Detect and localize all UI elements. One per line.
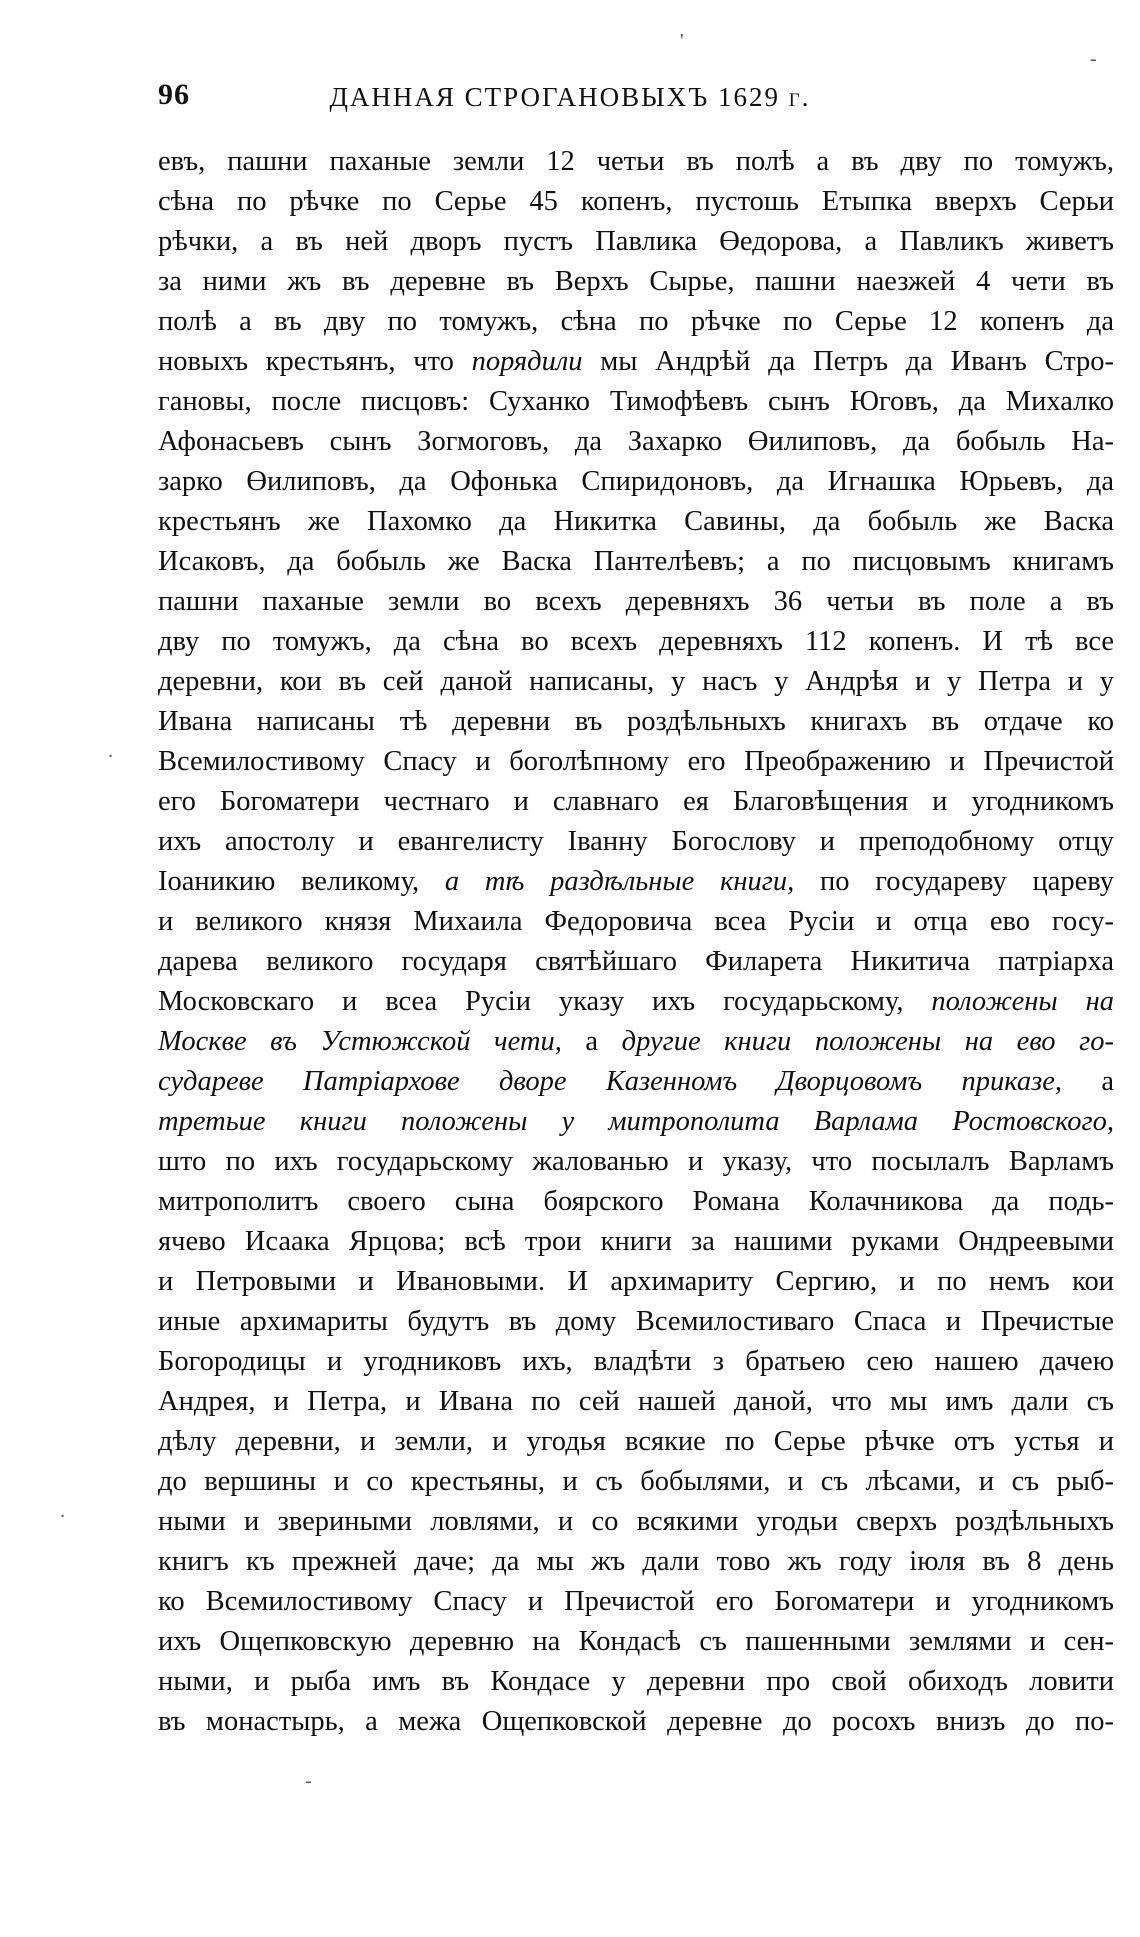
stray-mark: - (1090, 48, 1097, 70)
stray-mark: . (108, 740, 113, 762)
text-segment: а (1062, 1066, 1114, 1097)
text-segment: Богородицы и угодниковъ ихъ, владѣти з братьею сею нашею дачею (158, 1346, 1114, 1377)
text-line (158, 1062, 1114, 1102)
page-number: 96 (158, 78, 190, 111)
text-segment: книгъ къ прежней даче; да мы жъ дали тово жъ году іюля въ 8 день (158, 1546, 1114, 1577)
text-line (158, 1022, 1114, 1062)
text-segment: ными, и рыба имъ въ Кондасе у деревни про свой обиходъ ловити (158, 1666, 1114, 1697)
text-segment: дарева великого государя святѣйшаго Филарета Никитича патріарха (158, 946, 1114, 977)
italic-text: другие книги положены на ево го- (621, 1026, 1114, 1057)
text-line (158, 222, 1114, 262)
text-segment: ихъ Ощепковскую деревню на Кондасѣ съ пашенными землями и сен- (158, 1626, 1114, 1657)
text-line (158, 622, 1114, 662)
stray-mark: . (60, 1500, 65, 1522)
text-line (158, 1342, 1114, 1382)
text-line (158, 1542, 1114, 1582)
text-line (158, 1222, 1114, 1262)
text-line (158, 902, 1114, 942)
text-segment: Всемилостивому Спасу и боголѣпному его Преображению и Пречистой (158, 746, 1114, 777)
text-line (158, 1462, 1114, 1502)
text-segment: и Петровыми и Ивановыми. И архимариту Сергию, и по немъ кои (158, 1266, 1114, 1297)
text-segment: ными и звериными ловлями, и со всякими угодьи сверхъ роздѣльныхъ (158, 1506, 1114, 1537)
text-line (158, 182, 1114, 222)
italic-text: положены на (931, 986, 1114, 1017)
body-text (158, 142, 1114, 1742)
text-segment: Андрея, и Петра, и Ивана по сей нашей даной, что мы имъ дали съ (158, 1386, 1114, 1417)
text-segment: Московскаго и всеа Русіи указу ихъ государьскому, (158, 986, 932, 1017)
text-segment: ко Всемилостивому Спасу и Пречистой его Богоматери и угодникомъ (158, 1586, 1114, 1617)
text-segment: дву по томужъ, да сѣна во всехъ деревняхъ 112 копенъ. И тѣ все (158, 626, 1114, 657)
text-segment: сѣна по рѣчке по Серье 45 копенъ, пустошь Етыпка вверхъ Серьи (158, 186, 1114, 217)
italic-text: порядили (471, 346, 583, 377)
text-line (158, 142, 1114, 182)
text-segment: рѣчки, а въ ней дворъ пустъ Павлика Өедорова, а Павликъ живетъ (158, 226, 1114, 257)
stray-mark: - (305, 1770, 312, 1792)
text-line (158, 1302, 1114, 1342)
text-line (158, 782, 1114, 822)
text-segment: гановы, после писцовъ: Суханко Тимофѣевъ сынъ Юговъ, да Михалко (158, 386, 1114, 417)
text-segment: новыхъ крестьянъ, что (158, 346, 472, 377)
text-line (158, 702, 1114, 742)
text-line (158, 1262, 1114, 1302)
running-title: ДАННАЯ СТРОГАНОВЫХЪ 1629 г. (329, 82, 811, 112)
italic-text: а тѣ раздѣльные книги, (444, 866, 795, 897)
text-segment: мы Андрѣй да Петръ да Иванъ Стро- (582, 346, 1114, 377)
italic-text: третьие книги положены у митрополита Варлама Ростовского, (158, 1106, 1114, 1137)
text-line (158, 342, 1114, 382)
text-segment: Афонасьевъ сынъ Зогмоговъ, да Захарко Өилиповъ, да бобыль На- (158, 426, 1114, 457)
italic-text: Москве въ Устюжской чети, (158, 1026, 562, 1057)
text-line (158, 502, 1114, 542)
text-line (158, 1502, 1114, 1542)
text-segment: ихъ апостолу и евангелисту Іванну Богослову и преподобному отцу (158, 826, 1114, 857)
text-line (158, 822, 1114, 862)
text-segment: и великого князя Михаила Федоровича всеа Русіи и отца ево госу- (158, 906, 1114, 937)
italic-text: судареве Патріархове дворе Казенномъ Дворцовомъ приказе, (158, 1066, 1063, 1097)
text-segment: до вершины и со крестьяны, и съ бобылями, и съ лѣсами, и съ рыб- (158, 1466, 1114, 1497)
text-segment: полѣ а въ дву по томужъ, сѣна по рѣчке по Серье 12 копенъ да (158, 306, 1114, 337)
text-line (158, 1422, 1114, 1462)
text-segment: деревни, кои въ сей даной написаны, у насъ у Андрѣя и у Петра и у (158, 666, 1114, 697)
text-line (158, 262, 1114, 302)
text-segment: митрополитъ своего сына боярского Романа Колачникова да подь- (158, 1186, 1114, 1217)
text-line (158, 582, 1114, 622)
text-segment: дѣлу деревни, и земли, и угодья всякие по Серье рѣчке отъ устья и (158, 1426, 1114, 1457)
text-line (158, 1582, 1114, 1622)
text-line (158, 382, 1114, 422)
text-segment: евъ, пашни паханые земли 12 четьи въ полѣ а въ дву по томужъ, (158, 146, 1114, 177)
text-line (158, 1102, 1114, 1142)
text-segment: по государеву цареву (794, 866, 1114, 897)
text-line (158, 982, 1114, 1022)
text-line (158, 1702, 1114, 1742)
text-line (158, 1662, 1114, 1702)
text-segment: пашни паханые земли во всехъ деревняхъ 36 четьи въ поле а въ (158, 586, 1114, 617)
text-line (158, 542, 1114, 582)
text-line (158, 302, 1114, 342)
text-line (158, 862, 1114, 902)
text-segment: што по ихъ государьскому жалованью и указу, что посылалъ Варламъ (158, 1146, 1114, 1177)
text-line (158, 462, 1114, 502)
text-line (158, 742, 1114, 782)
text-line (158, 1622, 1114, 1662)
text-segment: Исаковъ, да бобыль же Васка Пантелѣевъ; а по писцовымъ книгамъ (158, 546, 1114, 577)
text-line (158, 662, 1114, 702)
text-segment: зарко Өилиповъ, да Офонька Спиридоновъ, да Игнашка Юрьевъ, да (158, 466, 1114, 497)
text-segment: а (561, 1026, 622, 1057)
text-segment: Ивана написаны тѣ деревни въ роздѣльныхъ книгахъ въ отдаче ко (158, 706, 1114, 737)
text-segment: Іоаникию великому, (158, 866, 445, 897)
text-segment: крестьянъ же Пахомко да Никитка Савины, да бобыль же Васка (158, 506, 1114, 537)
text-line (158, 1142, 1114, 1182)
text-segment: ячево Исаака Ярцова; всѣ трои книги за нашими руками Ондреевыми (158, 1226, 1114, 1257)
text-line (158, 942, 1114, 982)
text-segment: въ монастырь, а межа Ощепковской деревне до росохъ внизъ до по- (158, 1706, 1114, 1737)
text-segment: иные архимариты будутъ въ дому Всемилостиваго Спаса и Пречистые (158, 1306, 1114, 1337)
text-line (158, 1182, 1114, 1222)
text-segment: его Богоматери честнаго и славнаго ея Благовѣщения и угодникомъ (158, 786, 1114, 817)
text-segment: за ними жъ въ деревне въ Верхъ Сырье, пашни наезжей 4 чети въ (158, 266, 1114, 297)
text-line (158, 1382, 1114, 1422)
text-line (158, 422, 1114, 462)
stray-mark: ' (680, 30, 684, 52)
